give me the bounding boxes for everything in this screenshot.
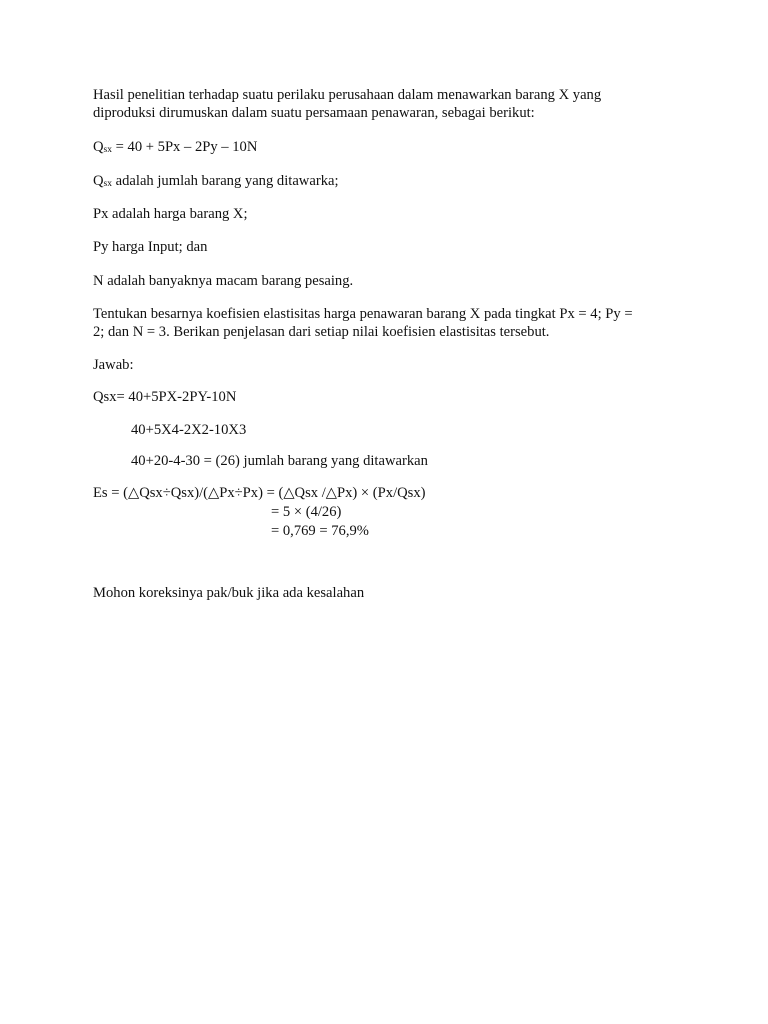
q-symbol: Q	[93, 139, 104, 155]
equation-rhs: = 40 + 5Px – 2Py – 10N	[112, 139, 258, 155]
answer-step-3: 40+20-4-30 = (26) jumlah barang yang ditawarkan	[131, 453, 428, 469]
q-symbol: Q	[93, 173, 104, 189]
definition-n: N adalah banyaknya macam barang pesaing.	[93, 273, 354, 289]
definition-qsx-text: adalah jumlah barang yang ditawarka;	[112, 173, 339, 189]
q-subscript: sx	[103, 179, 112, 189]
intro-line-1: Hasil penelitian terhadap suatu perilaku perusahaan dalam menawarkan barang X yang	[93, 87, 602, 103]
elasticity-result: = 0,769 = 76,9%	[271, 523, 369, 539]
answer-step-2: 40+5X4-2X2-10X3	[131, 422, 247, 438]
task-line-2: 2; dan N = 3. Berikan penjelasan dari setiap nilai koefisien elastisitas tersebut.	[93, 324, 550, 340]
definition-py: Py harga Input; dan	[93, 239, 208, 255]
intro-line-2: diproduksi dirumuskan dalam suatu persamaan penawaran, sebagai berikut:	[93, 105, 535, 121]
answer-label: Jawab:	[93, 357, 134, 373]
definition-px: Px adalah harga barang X;	[93, 206, 248, 222]
elasticity-substitution: = 5 × (4/26)	[271, 504, 342, 520]
closing-note: Mohon koreksinya pak/buk jika ada kesalahan	[93, 585, 365, 601]
answer-step-1: Qsx= 40+5PX-2PY-10N	[93, 389, 237, 405]
definition-qsx	[93, 173, 339, 193]
elasticity-formula: Es = (△Qsx÷Qsx)/(△Px÷Px) = (△Qsx /△Px) × (Px/Qsx)	[93, 485, 426, 501]
q-subscript: sx	[103, 145, 112, 155]
task-line-1: Tentukan besarnya koefisien elastisitas harga penawaran barang X pada tingkat Px = 4; Py =	[93, 306, 633, 322]
supply-equation	[93, 139, 257, 159]
